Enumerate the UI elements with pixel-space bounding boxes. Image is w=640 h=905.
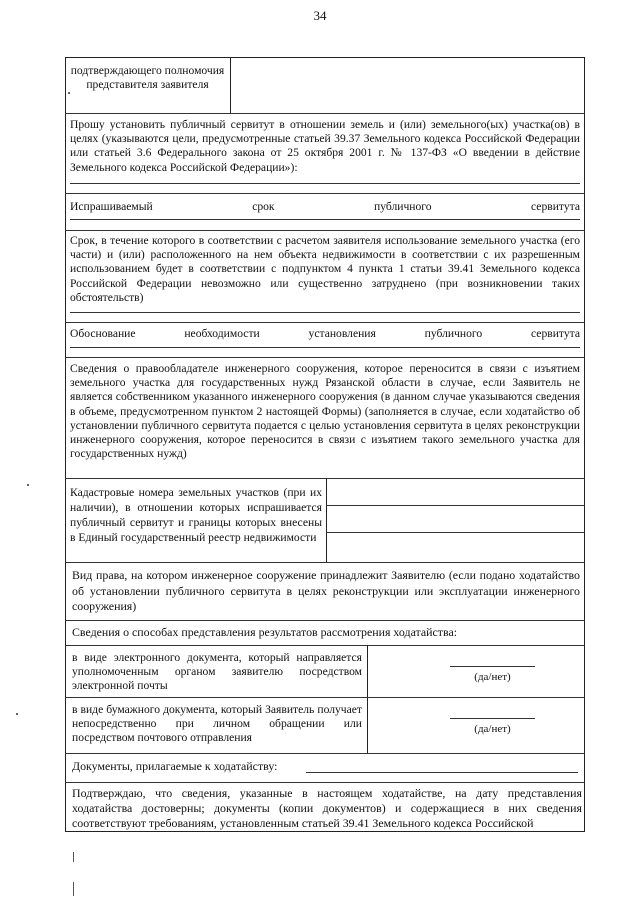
row-separator xyxy=(65,322,585,323)
row-separator xyxy=(65,753,585,754)
scan-dot xyxy=(27,484,29,486)
electronic-delivery-option: в виде электронного документа, который направляется уполномоченным органом заявителю посредством электронной почты xyxy=(72,651,362,693)
cadastral-divider xyxy=(326,478,327,562)
row-separator xyxy=(65,113,585,114)
cadastral-number-field[interactable] xyxy=(328,534,583,560)
servitude-term-label: Испрашиваемый срок публичного сервитута xyxy=(70,200,580,213)
ownership-right-type: Вид права, на котором инженерное сооружение принадлежит Заявителю (если подано ходатайство об установлении публичного сервитута в целях реконструкции или эксплуатации инженерного сооружения) xyxy=(72,568,580,613)
servitude-purpose-request: Прошу установить публичный сервитут в отношении земель и (или) земельного(ых) участка(ов) в целях (указываются цели, предусмотренные статьей 39.37 Земельного кодекса Российской Федерации или статьей 3.6 Федерального закона от 25 октября 2001 г. № 137-ФЗ «О введении в действие Земельного кодекса Российской Федерации»): xyxy=(70,118,580,174)
term-fill-line xyxy=(70,219,580,220)
attached-documents-label: Документы, прилагаемые к ходатайству: xyxy=(72,759,278,773)
servitude-justification-label: Обоснование необходимости установления публичного сервитута xyxy=(70,327,580,340)
paper-delivery-option: в виде бумажного документа, который Заявитель получает непосредственно при личном обращении или посредством почтового отправления xyxy=(72,703,362,745)
row-separator xyxy=(65,782,585,783)
restricted-use-term: Срок, в течение которого в соответствии с расчетом заявителя использование земельного участка (его части) и (или) расположенного на нем объекта недвижимости в соответствии с их разрешенным использованием будет в соответствии с подпунктом 4 пункта 1 статьи 39.41 Земельного кодекса Российской Федерации невозможно или существенно затруднено (при возникновении таких обстоятельств) xyxy=(70,234,580,304)
row1-divider xyxy=(230,57,231,113)
scan-margin-mark xyxy=(73,852,74,862)
row-separator xyxy=(65,697,585,698)
electronic-answer-hint[interactable]: (да/нет) xyxy=(474,671,511,683)
electronic-answer-line xyxy=(450,666,535,667)
row-separator xyxy=(65,645,585,646)
representative-authority-label: подтверждающего полномочия представителя заявителя xyxy=(70,64,225,92)
paper-answer-hint[interactable]: (да/нет) xyxy=(474,723,511,735)
row-separator xyxy=(65,357,585,358)
cadastral-entry-line xyxy=(326,532,585,533)
scan-margin-mark xyxy=(73,882,74,896)
paper-answer-line xyxy=(450,718,535,719)
cadastral-entry-line xyxy=(326,505,585,506)
accuracy-confirmation: Подтверждаю, что сведения, указанные в настоящем ходатайстве, на дату представления ходатайства достоверны; документы (копии документов) и содержащиеся в них сведения соответствуют требованиям, установленным статьей 39.41 Земельного кодекса Российской xyxy=(72,786,582,830)
structure-owner-info: Сведения о правообладателе инженерного сооружения, которое переносится в связи с изъятием земельного участка для государственных нужд Рязанской области в случае, если Заявитель не является собственником указанного инженерного сооружения (в данном случае указываются сведения в объеме, предусмотренном пунктом 2 настоящей Формы) (заполняется в случае, если ходатайство об установлении публичного сервитута подается с целью установления сервитута в целях реконструкции инженерного сооружения, которое переносится в связи с изъятием такого земельного участка для государственных нужд) xyxy=(70,362,580,461)
option-divider xyxy=(367,645,368,753)
row-separator xyxy=(65,230,585,231)
cadastral-number-field[interactable] xyxy=(328,507,583,531)
cadastral-numbers-label: Кадастровые номера земельных участков (при их наличии), в отношении которых испрашивается публичный сервитут и границы которых внесены в Единый государственный реестр недвижимости xyxy=(70,486,322,544)
row-separator xyxy=(65,562,585,563)
cadastral-number-field[interactable] xyxy=(328,480,583,504)
restricted-term-fill-line xyxy=(70,312,580,313)
row-separator xyxy=(65,620,585,621)
row-separator xyxy=(65,193,585,194)
scan-dot xyxy=(16,713,18,715)
attached-documents-fill-line xyxy=(306,772,578,773)
result-delivery-methods: Сведения о способах представления результатов рассмотрения ходатайства: xyxy=(72,625,458,639)
purpose-fill-line xyxy=(70,183,580,184)
justification-fill-line xyxy=(70,347,580,348)
page-number: 34 xyxy=(313,8,327,23)
representative-authority-value[interactable] xyxy=(232,58,584,112)
row-separator xyxy=(65,478,585,479)
scan-dot xyxy=(68,92,70,94)
